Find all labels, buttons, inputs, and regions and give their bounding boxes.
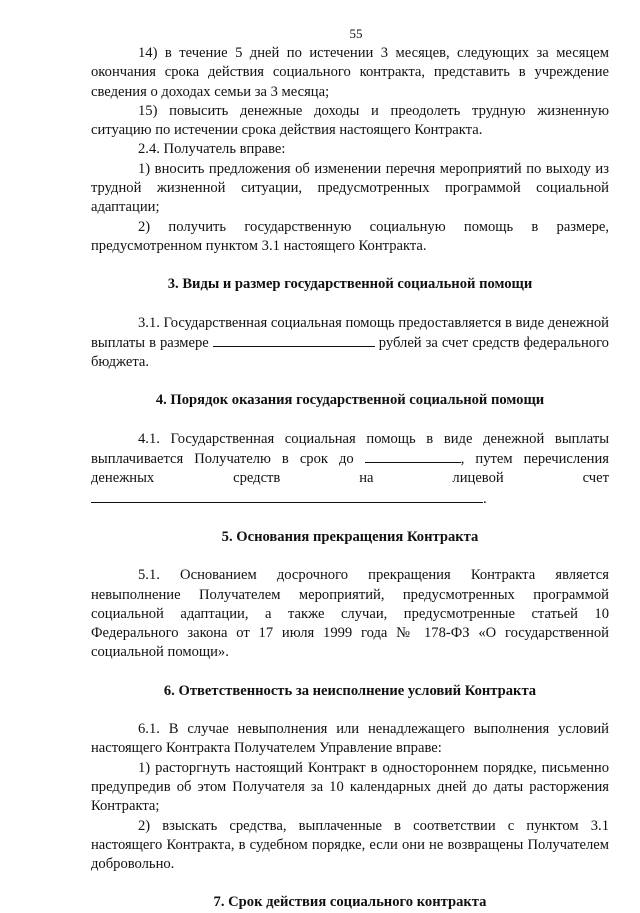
paragraph-6-1: 6.1. В случае невыполнения или ненадлежащего выполнения условий настоящего Контракта Получателем Управление вправе: [91, 721, 609, 757]
paragraph-item-15: 15) повысить денежные доходы и преодолеть трудную жизненную ситуацию по истечении срока действия настоящего Контракта. [91, 102, 609, 139]
paragraph-6-1-item-1: 1) расторгнуть настоящий Контракт в одностороннем порядке, письменно предупредив об этом Получателя за 10 календарных дней до даты расторжения Контракта; [91, 759, 609, 815]
account-blank-line [91, 489, 483, 503]
paragraph-5-1: 5.1. Основанием досрочного прекращения Контракта является невыполнение Получателем мероприятий, предусмотренных программой социальной адаптации, а также случаи, предусмотренные статьей 10 Федерального закона от 17 июля 1999 года № 178-ФЗ «О государственной социальной помощи». [91, 567, 609, 661]
paragraph-4-1 [91, 430, 609, 509]
paragraph-rights-item-1: 1) вносить предложения об изменении перечня мероприятий по выходу из трудной жизненной ситуации, предусмотренных программой социальной адаптации; [91, 160, 609, 216]
date-blank-line [365, 449, 461, 463]
paragraph-rights-heading: 2.4. Получатель вправе: [138, 141, 286, 158]
paragraph-6-1-item-2: 2) взыскать средства, выплаченные в соответствии с пунктом 3.1 настоящего Контракта, в судебном порядке, если они не возвращены Получателем добровольно. [91, 817, 609, 873]
paragraph-3-1-text-after: рублей за счет средств федерального бюджета. [91, 334, 609, 371]
section-3-title: 3. Виды и размер государственной социальной помощи [167, 276, 533, 293]
paragraph-rights-item-2: 2) получить государственную социальную помощь в размере, предусмотренном пунктом 3.1 настоящего Контракта. [91, 218, 609, 254]
section-6-title: 6. Ответственность за неисполнение условий Контракта [163, 682, 537, 699]
section-4-title: 4. Порядок оказания государственной социальной помощи [155, 392, 545, 409]
section-5-title: 5. Основания прекращения Контракта [221, 528, 479, 545]
section-7-title: 7. Срок действия социального контракта [213, 894, 487, 911]
document-page [91, 26, 609, 913]
paragraph-3-1 [91, 314, 609, 373]
paragraph-4-1-text-before: 4.1. Государственная социальная помощь в виде денежной выплаты выплачивается Получателю в срок до [91, 430, 609, 468]
paragraph-4-1-text-end: . [483, 490, 487, 507]
paragraph-item-14: 14) в течение 5 дней по истечении 3 месяцев, следующих за месяцем окончания срока действия социального контракта, представить в учреждение сведения о доходах семьи за 3 месяца; [91, 45, 609, 100]
amount-blank-line [213, 333, 375, 347]
paragraph-4-1-text-middle: , путем перечисления денежных средств на лицевой счет [91, 451, 609, 487]
page-number: 55 [349, 26, 363, 41]
paragraph-3-1-text-before: 3.1. Государственная социальная помощь предоставляется в виде денежной выплаты в размере [91, 314, 609, 351]
